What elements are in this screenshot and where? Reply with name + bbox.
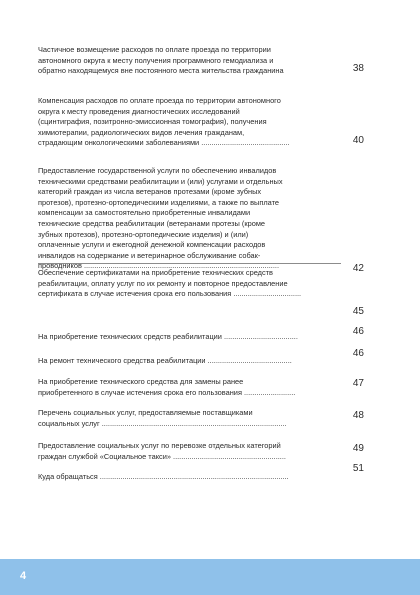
toc-line: зубных протезов), протезно-ортопедические изделия) и (или) bbox=[38, 229, 249, 239]
toc-page-number: 46 bbox=[352, 348, 364, 359]
toc-line: социальных услуг .......................................................................................... bbox=[38, 418, 287, 428]
toc-line: Обеспечение сертификатами на приобретение технических средств bbox=[38, 268, 273, 277]
toc-line: проводников ............................................................................................... bbox=[38, 261, 280, 271]
toc-line: Компенсация расходов по оплате проезда по территории автономного bbox=[38, 96, 281, 105]
toc-page-number: 51 bbox=[352, 463, 364, 474]
toc-page-number: 45 bbox=[352, 306, 364, 317]
toc-entry-text bbox=[38, 441, 338, 462]
toc-line: На приобретение технического средства для замены ранее bbox=[38, 377, 244, 386]
toc-page-number: 42 bbox=[352, 263, 364, 274]
toc-entry-text bbox=[38, 268, 338, 300]
toc-line: Куда обращаться ............................................................................................ bbox=[38, 472, 289, 481]
toc-line: автономного округа к месту получения программного гемодиализа и bbox=[38, 55, 274, 65]
toc-page-number: 46 bbox=[352, 326, 364, 337]
toc-line: На ремонт технического средства реабилитации ......................................... bbox=[38, 356, 292, 365]
toc-line: Предоставление социальных услуг по перевозке отдельных категорий bbox=[38, 441, 281, 450]
toc-line: химиотерапии, радиологических видов лечения гражданам, bbox=[38, 127, 245, 137]
toc-page-number: 40 bbox=[352, 135, 364, 146]
toc-line: Частичное возмещение расходов по оплате проезда по территории bbox=[38, 45, 271, 54]
toc-line: техническими средствами реабилитации и (или) услугами и отдельных bbox=[38, 176, 283, 186]
toc-entry-text bbox=[38, 408, 338, 429]
toc-line: обратно находящемуся вне постоянного места жительства гражданина bbox=[38, 66, 284, 76]
toc-entry-text bbox=[38, 332, 338, 343]
toc-page-number: 38 bbox=[352, 63, 364, 74]
toc-page-number: 49 bbox=[352, 443, 364, 454]
toc-line: (сцинтиграфия, позитронно-эмиссионная томография), получения bbox=[38, 117, 267, 127]
toc-line: инвалидов на содержание и ветеринарное обслуживание собак- bbox=[38, 250, 261, 260]
footer-band bbox=[0, 559, 420, 595]
toc-line: сертификата в случае истечения срока его пользования ................................. bbox=[38, 289, 302, 299]
page-number: 4 bbox=[20, 570, 27, 582]
toc-line: технические средства реабилитации (ветеранами протезы (кроме bbox=[38, 218, 266, 228]
toc-line: оплаченные услуги и ежегодной денежной компенсации расходов bbox=[38, 240, 266, 250]
toc-line: округа к месту проведения диагностических исследований bbox=[38, 106, 240, 116]
toc-entry-text bbox=[38, 166, 338, 272]
toc-line: компенсации за самостоятельно приобретенные инвалидами bbox=[38, 208, 251, 218]
toc-page-number: 48 bbox=[352, 410, 364, 421]
toc-line: Перечень социальных услуг, предоставляемые поставщиками bbox=[38, 408, 253, 417]
divider bbox=[38, 263, 341, 264]
toc-entry-text bbox=[38, 472, 338, 483]
toc-line: На приобретение технических средств реабилитации .................................... bbox=[38, 332, 298, 341]
toc-line: граждан службой «Социальное такси» ....................................................... bbox=[38, 451, 286, 461]
toc-page-number: 47 bbox=[352, 378, 364, 389]
toc-line: протезов), протезно-ортопедическими изделиями, а также по выплате bbox=[38, 197, 279, 207]
toc-line: страдающим онкологическими заболеваниями ........................................... bbox=[38, 138, 290, 148]
toc-entry-text bbox=[38, 96, 338, 149]
toc-entry-text bbox=[38, 45, 338, 77]
toc-entry-text bbox=[38, 377, 338, 398]
toc-line: приобретенного в случае истечения срока его пользования ......................... bbox=[38, 387, 296, 397]
toc-entry-text bbox=[38, 356, 338, 367]
toc-line: категорий граждан из числа ветеранов протезами (кроме зубных bbox=[38, 187, 262, 197]
toc-line: реабилитации, оплату услуг по их ремонту и повторное предоставление bbox=[38, 278, 288, 288]
toc-line: Предоставление государственной услуги по обеспечению инвалидов bbox=[38, 166, 277, 175]
